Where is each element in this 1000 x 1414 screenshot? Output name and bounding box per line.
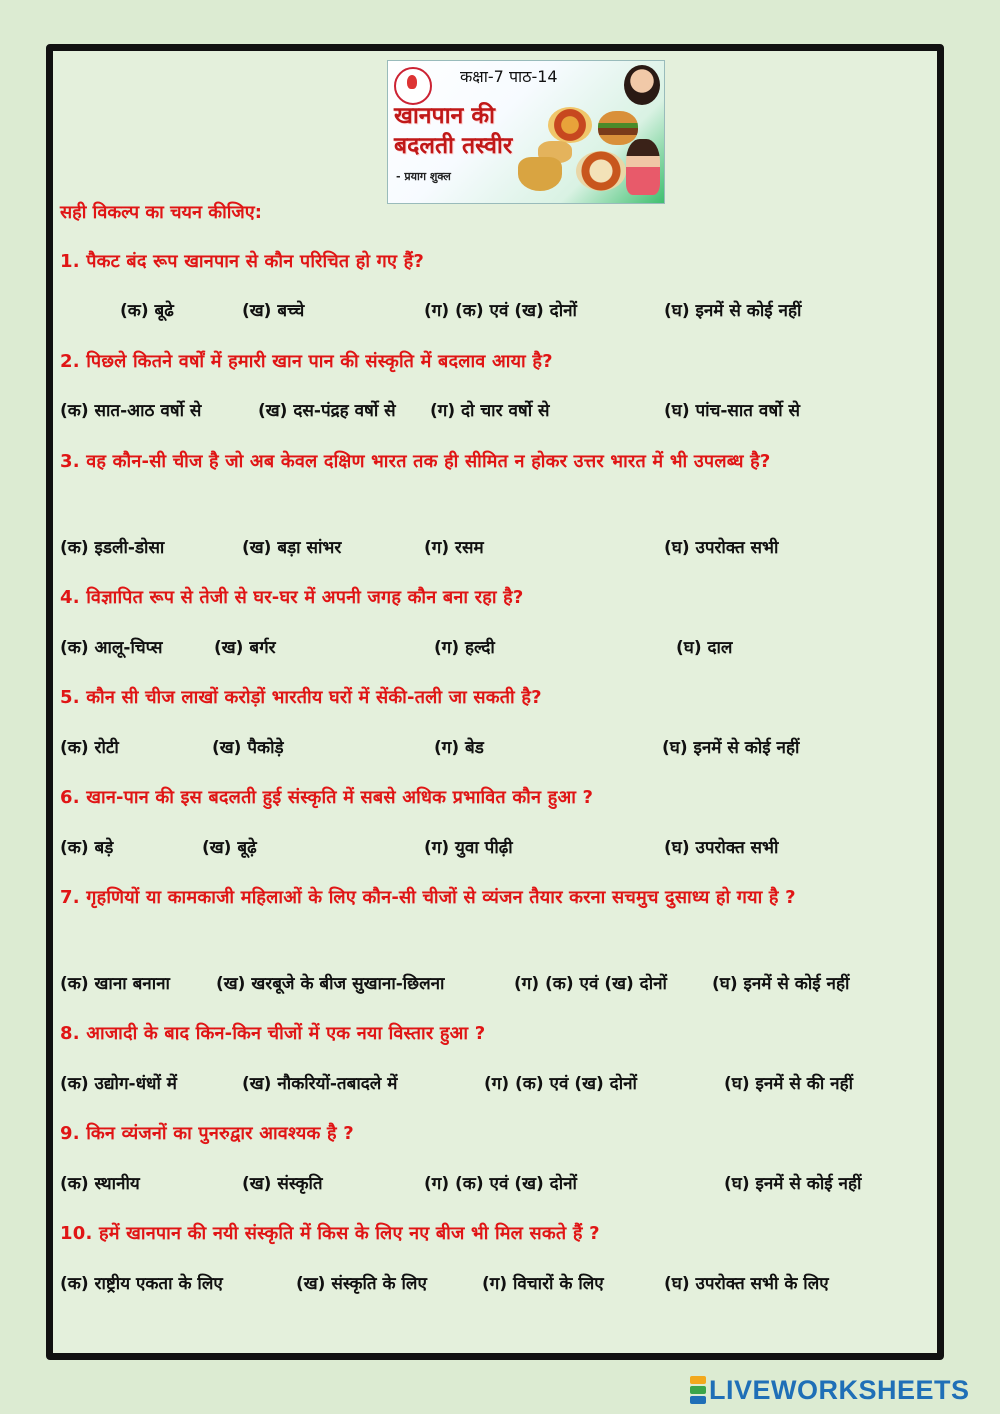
option-3-gha[interactable]: (घ) उपरोक्त सभी — [664, 538, 779, 558]
options-2 — [60, 398, 940, 428]
option-10-gha[interactable]: (घ) उपरोक्त सभी के लिए — [664, 1274, 829, 1294]
school-logo-icon — [394, 67, 432, 105]
option-5-ga[interactable]: (ग) बेड — [434, 738, 484, 758]
option-3-ka[interactable]: (क) इडली-डोसा — [60, 538, 165, 558]
options-10 — [60, 1271, 940, 1301]
option-9-ka[interactable]: (क) स्थानीय — [60, 1174, 140, 1194]
options-4 — [60, 635, 940, 665]
thali-icon — [576, 151, 626, 191]
options-6 — [60, 835, 940, 865]
option-6-ka[interactable]: (क) बड़े — [60, 838, 114, 858]
options-1 — [60, 298, 940, 328]
pizza-icon — [548, 107, 592, 143]
option-2-gha[interactable]: (घ) पांच-सात वर्षो से — [664, 401, 801, 421]
options-9 — [60, 1171, 940, 1201]
option-1-ka[interactable]: (क) बूढे — [120, 301, 174, 321]
option-2-ga[interactable]: (ग) दो चार वर्षो से — [430, 401, 550, 421]
question-8: 8. आजादी के बाद किन-किन चीजों में एक नया विस्तार हुआ ? — [60, 1023, 486, 1044]
lesson-author: - प्रयाग शुक्ल — [396, 170, 451, 183]
option-2-kha[interactable]: (ख) दस-पंद्रह वर्षो से — [258, 401, 396, 421]
question-2: 2. पिछले कितने वर्षों में हमारी खान पान की संस्कृति में बदलाव आया है? — [60, 351, 553, 372]
option-2-ka[interactable]: (क) सात-आठ वर्षो से — [60, 401, 202, 421]
option-7-gha[interactable]: (घ) इनमें से कोई नहीं — [712, 974, 850, 994]
option-7-kha[interactable]: (ख) खरबूजे के बीज सुखाना-छिलना — [216, 974, 445, 994]
option-8-ka[interactable]: (क) उद्योग-धंधों में — [60, 1074, 177, 1094]
option-7-ga[interactable]: (ग) (क) एवं (ख) दोनों — [514, 974, 667, 994]
option-1-kha[interactable]: (ख) बच्चे — [242, 301, 305, 321]
burger-icon — [598, 111, 638, 145]
options-3 — [60, 535, 940, 565]
option-1-gha[interactable]: (घ) इनमें से कोई नहीं — [664, 301, 802, 321]
question-3: 3. वह कौन-सी चीज है जो अब केवल दक्षिण भारत तक ही सीमित न होकर उत्तर भारत में भी उपलब्ध है? — [60, 451, 771, 472]
option-4-ka[interactable]: (क) आलू-चिप्स — [60, 638, 163, 658]
liveworksheets-watermark — [690, 1374, 970, 1406]
options-5 — [60, 735, 940, 765]
option-6-ga[interactable]: (ग) युवा पीढ़ी — [424, 838, 513, 858]
instruction-text: सही विकल्प का चयन कीजिए: — [60, 202, 262, 223]
option-3-kha[interactable]: (ख) बड़ा सांभर — [242, 538, 342, 558]
option-6-gha[interactable]: (घ) उपरोक्त सभी — [664, 838, 779, 858]
option-7-ka[interactable]: (क) खाना बनाना — [60, 974, 170, 994]
option-8-gha[interactable]: (घ) इनमें से की नहीं — [724, 1074, 854, 1094]
watermark-text: LIVEWORKSHEETS — [709, 1374, 970, 1405]
option-9-ga[interactable]: (ग) (क) एवं (ख) दोनों — [424, 1174, 577, 1194]
question-6: 6. खान-पान की इस बदलती हुई संस्कृति में सबसे अधिक प्रभावित कौन हुआ ? — [60, 787, 594, 808]
samosa-icon — [518, 157, 562, 191]
option-4-kha[interactable]: (ख) बर्गर — [214, 638, 276, 658]
option-9-gha[interactable]: (घ) इनमें से कोई नहीं — [724, 1174, 862, 1194]
question-4: 4. विज्ञापित रूप से तेजी से घर-घर में अपनी जगह कौन बना रहा है? — [60, 587, 524, 608]
option-4-ga[interactable]: (ग) हल्दी — [434, 638, 495, 658]
option-10-ga[interactable]: (ग) विचारों के लिए — [482, 1274, 604, 1294]
options-8 — [60, 1071, 940, 1101]
option-6-kha[interactable]: (ख) बूढ़े — [202, 838, 257, 858]
option-8-ga[interactable]: (ग) (क) एवं (ख) दोनों — [484, 1074, 637, 1094]
chef-illustration-icon — [626, 139, 660, 195]
option-4-gha[interactable]: (घ) दाल — [676, 638, 733, 658]
lesson-banner — [387, 60, 665, 204]
option-10-ka[interactable]: (क) राष्ट्रीय एकता के लिए — [60, 1274, 223, 1294]
option-5-ka[interactable]: (क) रोटी — [60, 738, 119, 758]
option-10-kha[interactable]: (ख) संस्कृति के लिए — [296, 1274, 427, 1294]
question-7: 7. गृहणियों या कामकाजी महिलाओं के लिए कौन-सी चीजों से व्यंजन तैयार करना सचमुच दुसाध्य हो गया है ? — [60, 887, 796, 908]
option-9-kha[interactable]: (ख) संस्कृति — [242, 1174, 323, 1194]
lesson-title-line1: खानपान की — [394, 103, 495, 129]
class-lesson-label: कक्षा-7 पाठ-14 — [460, 67, 558, 86]
question-5: 5. कौन सी चीज लाखों करोड़ों भारतीय घरों में सेंकी-तली जा सकती है? — [60, 687, 542, 708]
question-10: 10. हमें खानपान की नयी संस्कृति में किस के लिए नए बीज भी मिल सकते हैं ? — [60, 1223, 600, 1244]
option-3-ga[interactable]: (ग) रसम — [424, 538, 484, 558]
option-8-kha[interactable]: (ख) नौकरियों-तबादले में — [242, 1074, 398, 1094]
lesson-title-line2: बदलती तस्वीर — [394, 133, 513, 159]
author-photo — [624, 65, 660, 105]
question-9: 9. किन व्यंजनों का पुनरुद्वार आवश्यक है ? — [60, 1123, 354, 1144]
options-7 — [60, 971, 940, 1001]
option-1-ga[interactable]: (ग) (क) एवं (ख) दोनों — [424, 301, 577, 321]
question-1: 1. पैकट बंद रूप खानपान से कौन परिचित हो गए हैं? — [60, 251, 424, 272]
lesson-title — [394, 101, 512, 161]
option-5-kha[interactable]: (ख) पैकोड़े — [212, 738, 284, 758]
liveworksheets-logo-icon — [690, 1376, 706, 1404]
option-5-gha[interactable]: (घ) इनमें से कोई नहीं — [662, 738, 800, 758]
